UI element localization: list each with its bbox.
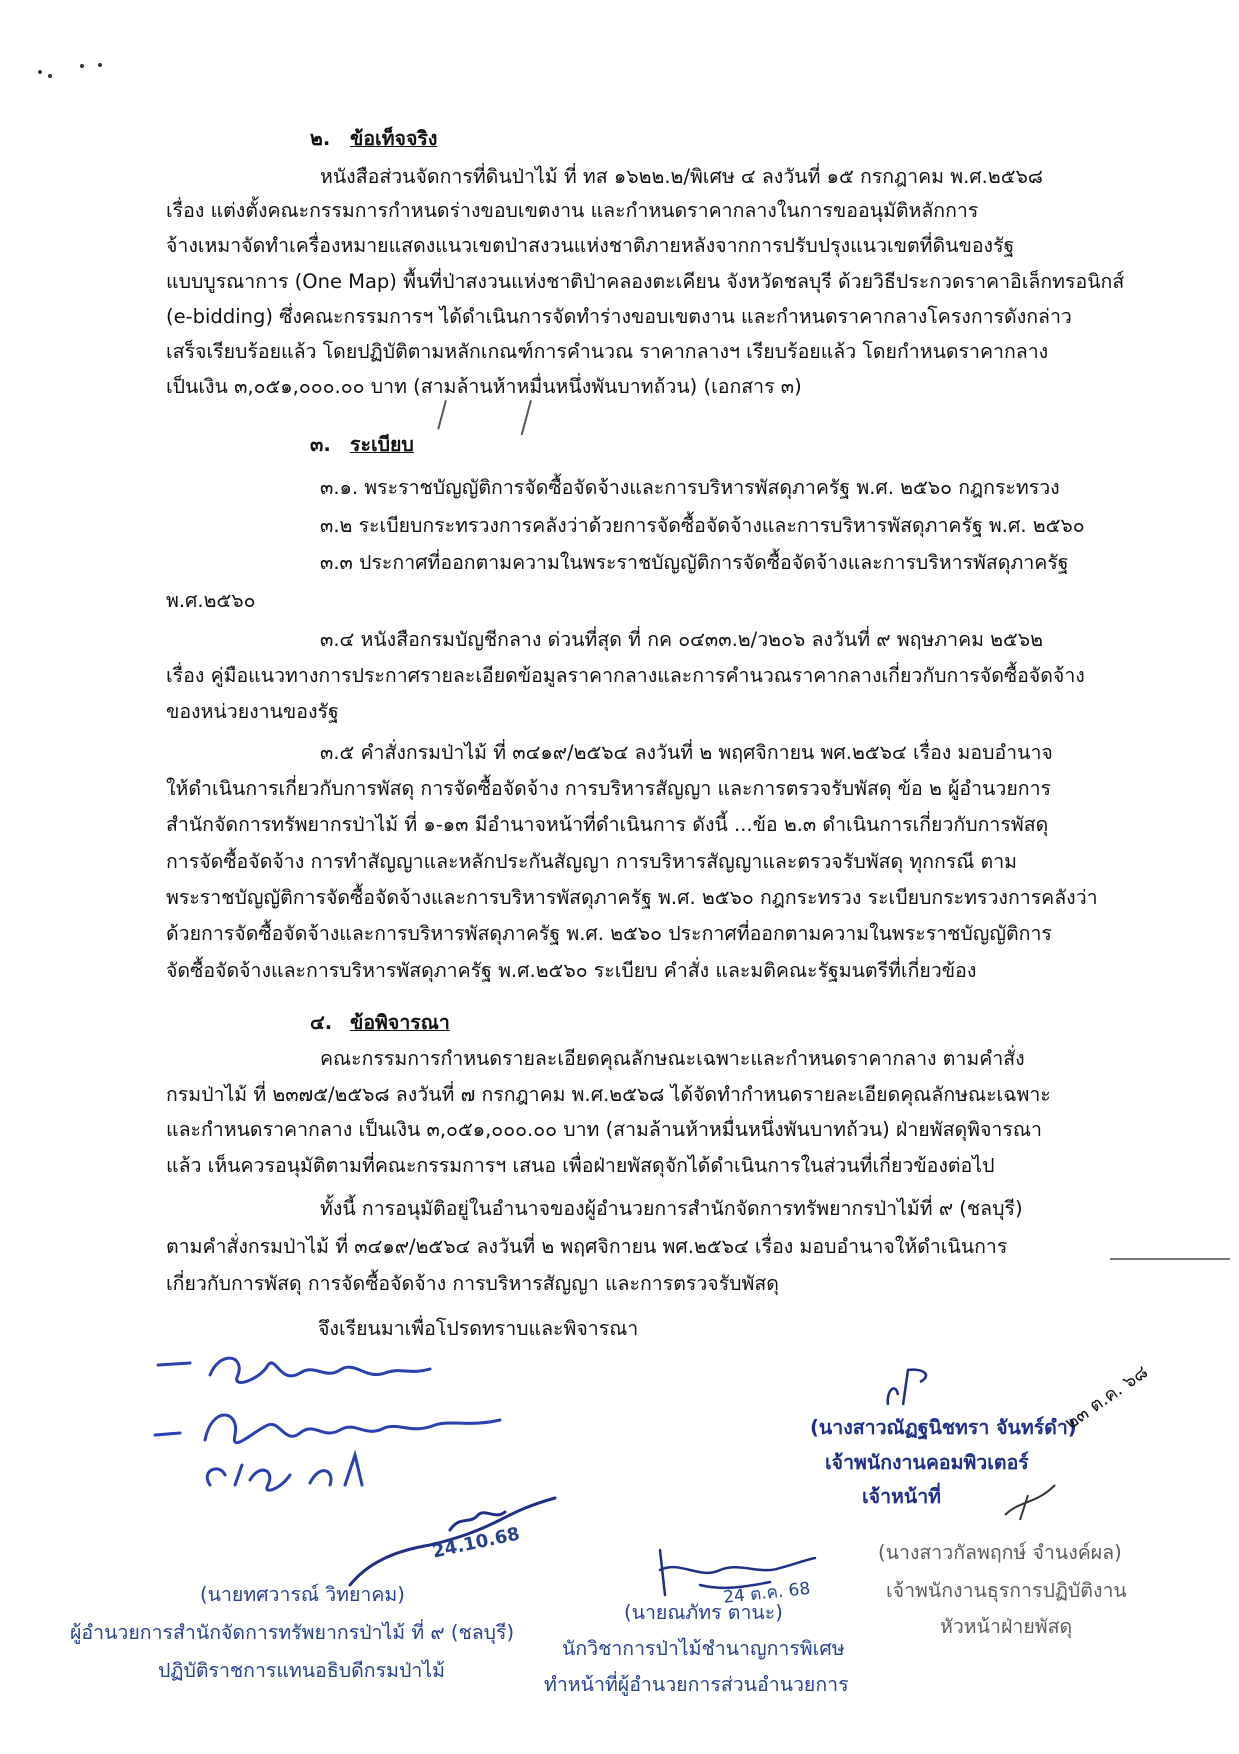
section-3-line: ๓.๑. พระราชบัญญัติการจัดซื้อจัดจ้างและการบริหารพัสดุภาครัฐ พ.ศ. ๒๕๖๐ กฎกระทรวง (320, 476, 1060, 499)
supply-head-position: เจ้าพนักงานธุรการปฏิบัติงาน (886, 1579, 1127, 1602)
section-4-line: กรมป่าไม้ ที่ ๒๓๗๕/๒๕๖๘ ลงวันที่ ๗ กรกฎาคม พ.ศ.๒๕๖๘ ได้จัดทำกำหนดรายละเอียดคุณลักษณะเฉพาะ (166, 1083, 1051, 1106)
section-4-line: และกำหนดราคากลาง เป็นเงิน ๓,๐๕๑,๐๐๐.๐๐ บาท (สามล้านห้าหมื่นหนึ่งพันบาทถ้วน) ฝ่ายพัสดุพิจารณา (166, 1118, 1042, 1141)
clerk-position: เจ้าพนักงานคอมพิวเตอร์ (825, 1451, 1029, 1474)
section-4-line: คณะกรรมการกำหนดรายละเอียดคุณลักษณะเฉพาะและกำหนดราคากลาง ตามคำสั่ง (320, 1047, 1025, 1070)
section-2-line: (e-bidding) ซึ่งคณะกรรมการฯ ได้ดำเนินการจัดทำร่างขอบเขตงาน และกำหนดราคากลางโครงการดังกล่าว (166, 305, 1072, 328)
director-position: ผู้อำนวยการสำนักจัดการทรัพยากรป่าไม้ ที่ ๙ (ชลบุรี) (70, 1621, 515, 1644)
officer-position: นักวิชาการป่าไม้ชำนาญการพิเศษ (562, 1637, 845, 1660)
section-3-line: สำนักจัดการทรัพยากรป่าไม้ ที่ ๑-๑๓ มีอำนาจหน้าที่ดำเนินการ ดังนี้ ...ข้อ ๒.๓ ดำเนินการเกี่ยวกับการพัสดุ (166, 813, 1049, 836)
pen-mark (521, 400, 532, 435)
supply-head-role: หัวหน้าฝ่ายพัสดุ (940, 1615, 1073, 1638)
section-2-line: แบบบูรณาการ (One Map) พื้นที่ป่าสงวนแห่งชาติป่าคลองตะเคียน จังหวัดชลบุรี ด้วยวิธีประกวดราคาอิเล็กทรอนิกส์ (166, 270, 1125, 293)
section-3-line: การจัดซื้อจัดจ้าง การทำสัญญาและหลักประกันสัญญา การบริหารสัญญาและตรวจรับพัสดุ ทุกกรณี ตาม (166, 850, 1018, 873)
section-3-line: จัดซื้อจัดจ้างและการบริหารพัสดุภาครัฐ พ.ศ.๒๕๖๐ ระเบียบ คำสั่ง และมติคณะรัฐมนตรีที่เกี่ยวข้อง (166, 959, 977, 982)
section-3-number: ๓. (310, 433, 331, 456)
section-3-line: ๓.๒ ระเบียบกระทรวงการคลังว่าด้วยการจัดซื้อจัดจ้างและการบริหารพัสดุภาครัฐ พ.ศ. ๒๕๖๐ (320, 514, 1085, 537)
section-3-heading: ระเบียบ (350, 433, 414, 456)
scan-speck (98, 63, 102, 67)
section-4-line: ตามคำสั่งกรมป่าไม้ ที่ ๓๔๑๙/๒๕๖๔ ลงวันที่ ๒ พฤศจิกายน พศ.๒๕๖๔ เรื่อง มอบอำนาจให้ดำเนินการ (166, 1235, 1008, 1258)
clerk-signature (878, 1360, 948, 1415)
clerk-name: (นางสาวณัฏฐนิชทรา จันทร์ดำ) (810, 1416, 1077, 1439)
section-4-line: ทั้งนี้ การอนุมัติอยู่ในอำนาจของผู้อำนวยการสำนักจัดการทรัพยากรป่าไม้ที่ ๙ (ชลบุรี) (320, 1197, 1023, 1220)
closing-sentence: จึงเรียนมาเพื่อโปรดทราบและพิจารณา (318, 1317, 639, 1340)
handwritten-date-officer: 24 ต.ค. 68 (722, 1578, 812, 1608)
handwritten-date-right: ๒๓ ต.ค. ๖๘ (1061, 1361, 1152, 1434)
section-2-line: จ้างเหมาจัดทำเครื่องหมายแสดงแนวเขตป่าสงวนแห่งชาติภายหลังจากการปรับปรุงแนวเขตที่ดินของรัฐ (166, 234, 1015, 257)
section-3-line: ๓.๓ ประกาศที่ออกตามความในพระราชบัญญัติการจัดซื้อจัดจ้างและการบริหารพัสดุภาครัฐ (320, 551, 1069, 574)
section-3-line: ด้วยการจัดซื้อจัดจ้างและการบริหารพัสดุภาครัฐ พ.ศ. ๒๕๖๐ ประกาศที่ออกตามความในพระราชบัญญัติการ (166, 922, 1052, 945)
section-2-line: หนังสือส่วนจัดการที่ดินป่าไม้ ที่ ทส ๑๖๒๒.๒/พิเศษ ๔ ลงวันที่ ๑๕ กรกฎาคม พ.ศ.๒๕๖๘ (320, 165, 1043, 188)
clerk-role: เจ้าหน้าที่ (862, 1485, 942, 1508)
section-4-line: แล้ว เห็นควรอนุมัติตามที่คณะกรรมการฯ เสนอ เพื่อฝ่ายพัสดุจักได้ดำเนินการในส่วนที่เกี่ยวข้องต่อไป (166, 1154, 995, 1177)
section-2-heading: ข้อเท็จจริง (350, 127, 438, 150)
director-role: ปฏิบัติราชการแทนอธิบดีกรมป่าไม้ (158, 1659, 445, 1682)
section-3-line: ๓.๕ คำสั่งกรมป่าไม้ ที่ ๓๔๑๙/๒๕๖๔ ลงวันที่ ๒ พฤศจิกายน พศ.๒๕๖๔ เรื่อง มอบอำนาจ (320, 741, 1053, 764)
pen-mark (437, 400, 447, 429)
supply-head-initial (1000, 1475, 1060, 1525)
section-3-line: พระราชบัญญัติการจัดซื้อจัดจ้างและการบริหารพัสดุภาครัฐ พ.ศ. ๒๕๖๐ กฎกระทรวง ระเบียบกระทรวงการคลังว่า (166, 886, 1098, 909)
section-2-line: เสร็จเรียบร้อยแล้ว โดยปฏิบัติตามหลักเกณฑ์การคำนวณ ราคากลางฯ เรียบร้อยแล้ว โดยกำหนดราคากลาง (166, 340, 1049, 363)
section-4-heading: ข้อพิจารณา (350, 1011, 450, 1034)
section-2-line: เรื่อง แต่งตั้งคณะกรรมการกำหนดร่างขอบเขตงาน และกำหนดราคากลางในการขออนุมัติหลักการ (166, 199, 979, 222)
supply-head-name: (นางสาวกัลพฤกษ์ จำนงค์ผล) (878, 1541, 1122, 1564)
officer-name: (นายณภัทร ตานะ) (624, 1601, 783, 1624)
director-name: (นายทศวารณ์ วิทยาคม) (200, 1583, 405, 1606)
pen-mark (1110, 1258, 1230, 1260)
handwritten-signatures-left (150, 1345, 550, 1505)
scan-speck (48, 74, 52, 78)
section-4-number: ๔. (310, 1011, 333, 1034)
section-2-line: เป็นเงิน ๓,๐๕๑,๐๐๐.๐๐ บาท (สามล้านห้าหมื่นหนึ่งพันบาทถ้วน) (เอกสาร ๓) (166, 375, 802, 398)
scan-speck (38, 70, 42, 74)
section-3-line: พ.ศ.๒๕๖๐ (166, 589, 256, 612)
officer-role: ทำหน้าที่ผู้อำนวยการส่วนอำนวยการ (544, 1673, 849, 1696)
handwritten-date-director: 24.10.68 (430, 1523, 522, 1563)
section-3-line: ของหน่วยงานของรัฐ (166, 700, 339, 723)
section-3-line: ๓.๔ หนังสือกรมบัญชีกลาง ด่วนที่สุด ที่ กค ๐๔๓๓.๒/ว๒๐๖ ลงวันที่ ๙ พฤษภาคม ๒๕๖๒ (320, 628, 1044, 651)
section-2-number: ๒. (310, 127, 331, 150)
section-3-line: ให้ดำเนินการเกี่ยวกับการพัสดุ การจัดซื้อจัดจ้าง การบริหารสัญญา และการตรวจรับพัสดุ ข้อ ๒ ผู้อำนวยการ (166, 777, 1052, 800)
section-3-line: เรื่อง คู่มือแนวทางการประกาศรายละเอียดข้อมูลราคากลางและการคำนวณราคากลางเกี่ยวกับการจัดซื้อจัดจ้าง (166, 664, 1085, 687)
scan-speck (80, 64, 84, 68)
section-4-line: เกี่ยวกับการพัสดุ การจัดซื้อจัดจ้าง การบริหารสัญญา และการตรวจรับพัสดุ (166, 1272, 779, 1295)
